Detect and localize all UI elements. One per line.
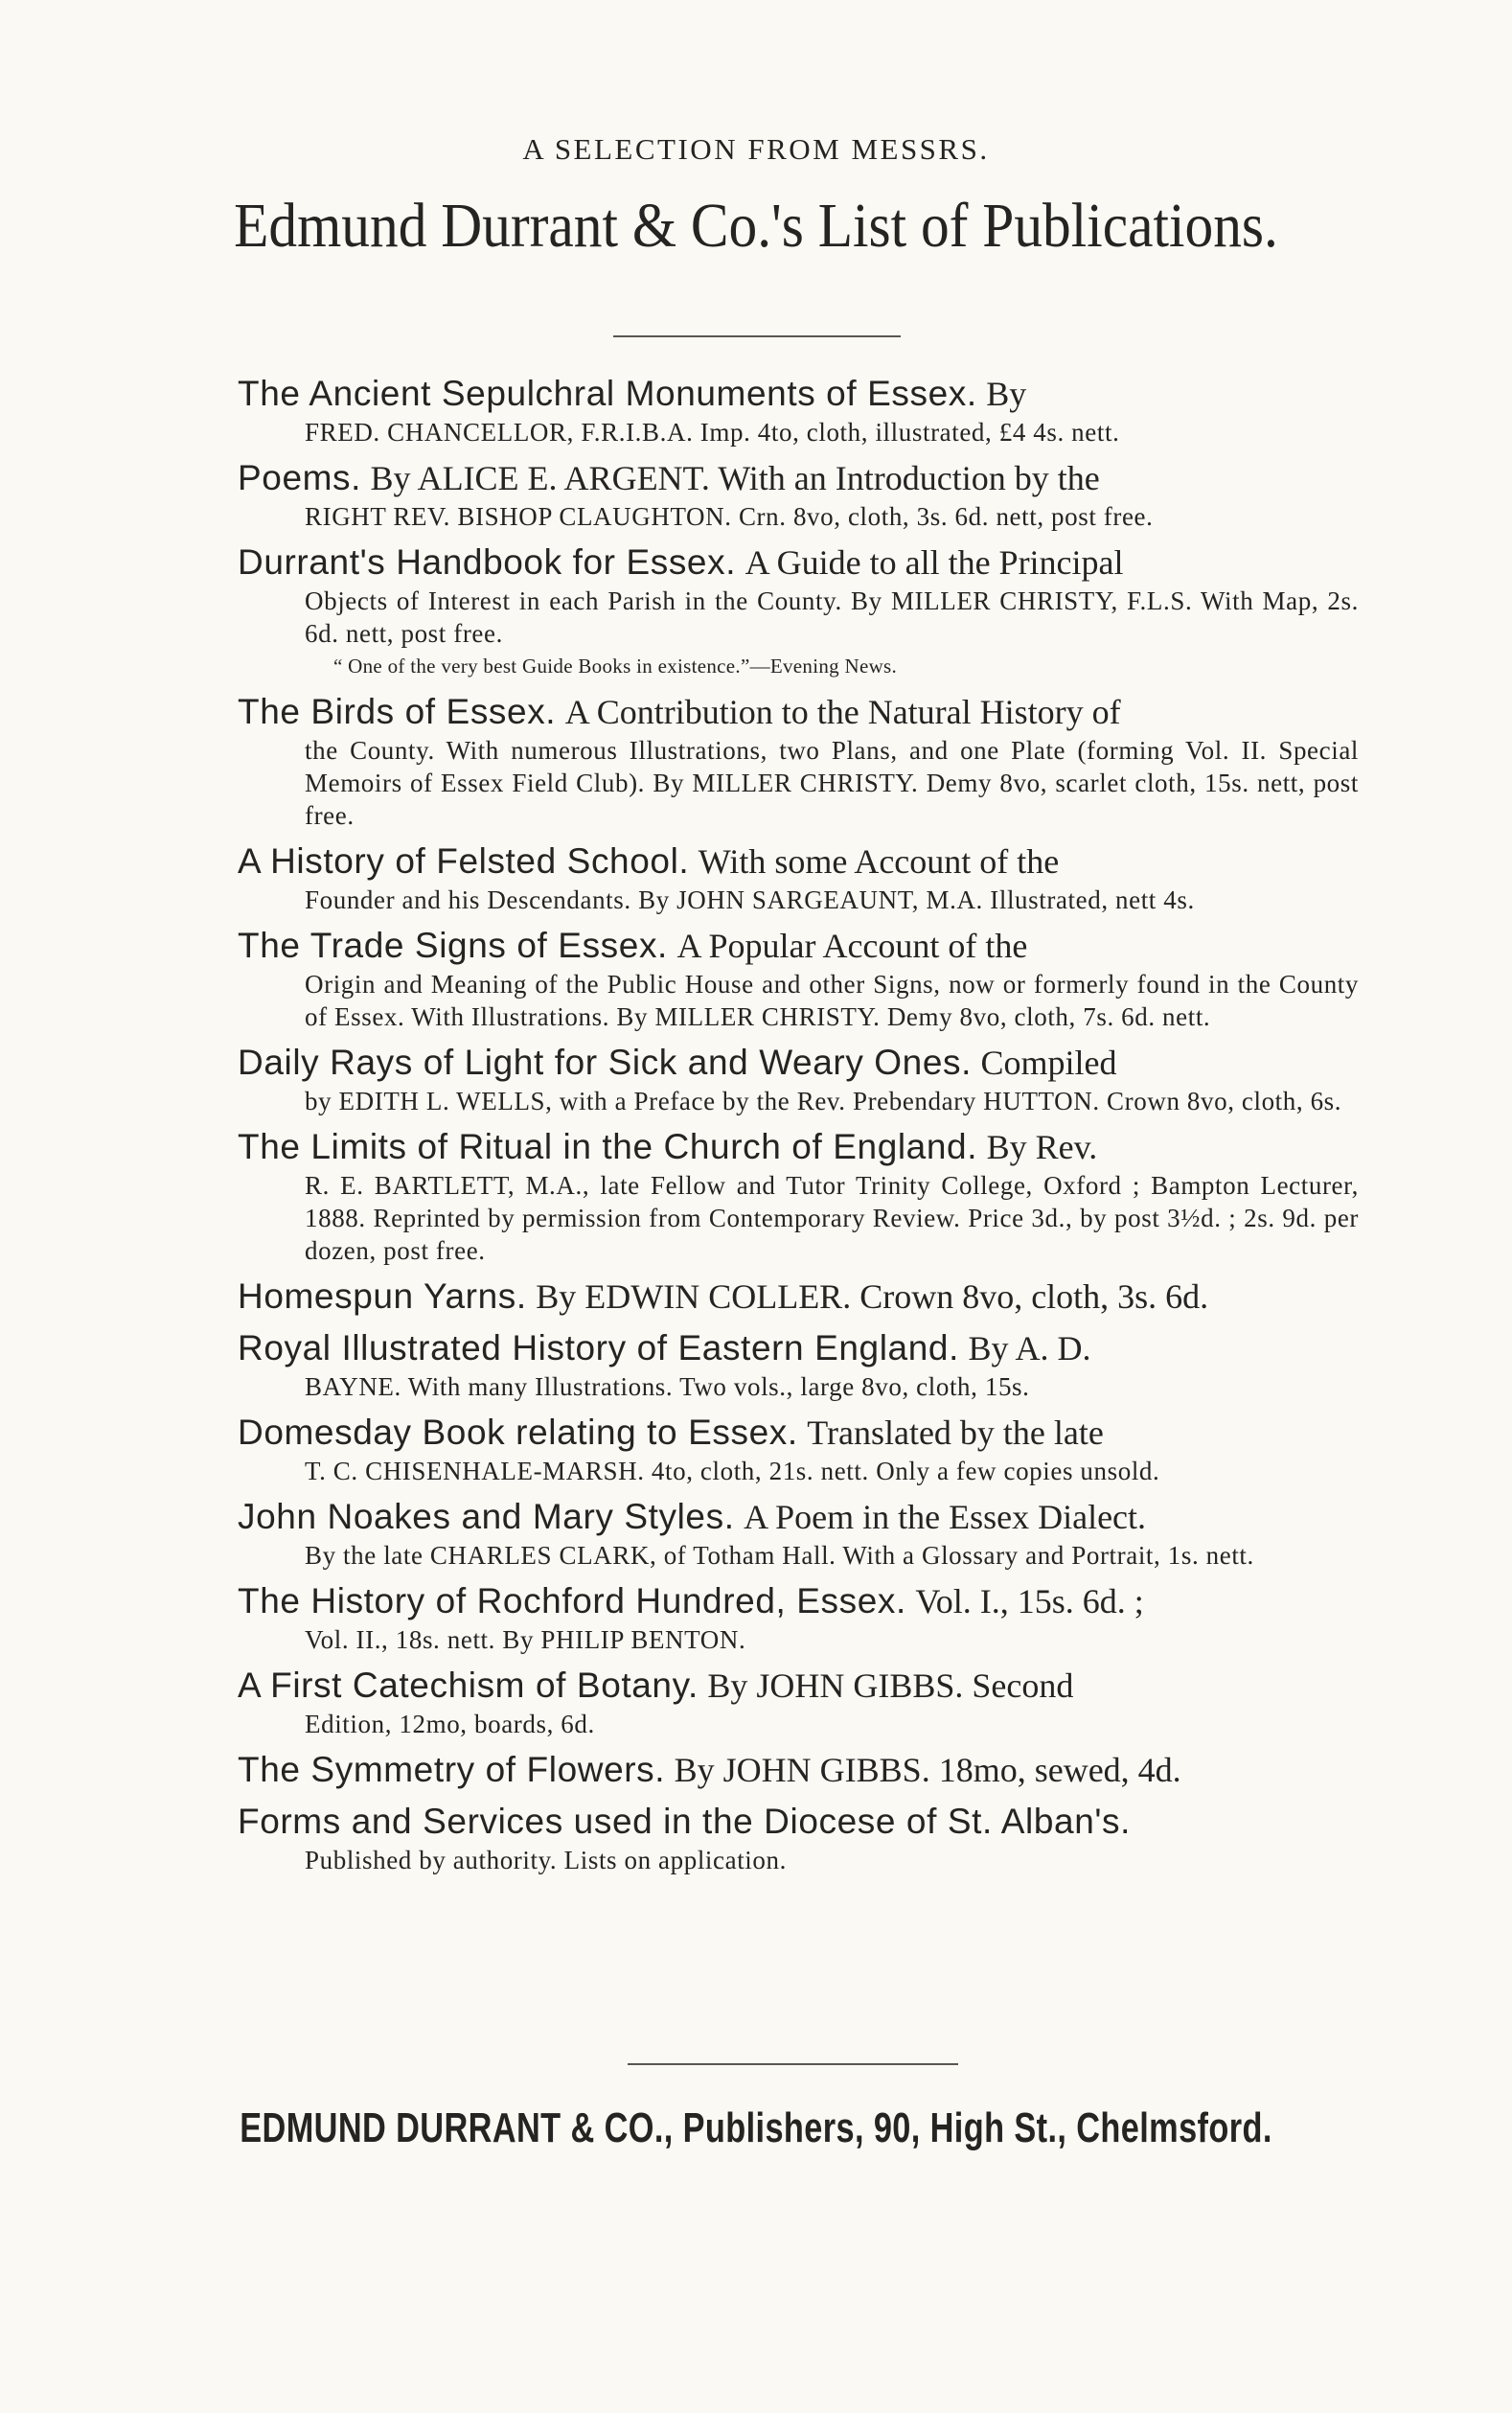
page-kicker: A SELECTION FROM MESSRS. xyxy=(522,132,990,166)
publication-entry xyxy=(238,540,1359,682)
publication-title: The Trade Signs of Essex. xyxy=(238,926,668,965)
publication-lead: A Poem in the Essex Dialect. xyxy=(744,1498,1147,1536)
publication-title: Homespun Yarns. xyxy=(238,1276,527,1316)
publication-details: the County. With numerous Illustrations, two Plans, and one Plate (forming Vol. II. Special Memoirs of Essex Field Club). By MILLER CHRISTY. Demy 8vo, scarlet cloth, 15s. nett, post free. xyxy=(305,736,1359,830)
publication-lead: A Guide to all the Principal xyxy=(745,543,1124,582)
publication-title: The Ancient Sepulchral Monuments of Essex. xyxy=(238,374,977,413)
publication-title: A History of Felsted School. xyxy=(238,841,690,881)
publication-entry xyxy=(238,1800,1359,1876)
publication-lead: Compiled xyxy=(980,1044,1117,1082)
entry-head xyxy=(238,1411,1359,1455)
entry-head xyxy=(238,690,1359,734)
entry-head xyxy=(238,1125,1359,1169)
publication-lead: With some Account of the xyxy=(698,842,1060,881)
entry-head xyxy=(238,1748,1359,1792)
publication-entry xyxy=(238,1275,1359,1319)
divider-bottom xyxy=(628,2063,958,2065)
publication-details: Edition, 12mo, boards, 6d. xyxy=(305,1710,595,1738)
publication-title: The Symmetry of Flowers. xyxy=(238,1750,666,1789)
entry-head xyxy=(238,839,1359,884)
publication-entry xyxy=(238,1579,1359,1656)
publication-entry xyxy=(238,1411,1359,1487)
press-quote: “ One of the very best Guide Books in existence.”—Evening News. xyxy=(333,655,898,678)
publication-entry xyxy=(238,839,1359,916)
publication-title: Domesday Book relating to Essex. xyxy=(238,1413,798,1452)
publication-entry xyxy=(238,1125,1359,1267)
publication-entry xyxy=(238,372,1359,448)
publication-title: Durrant's Handbook for Essex. xyxy=(238,542,737,582)
entry-head xyxy=(238,1275,1359,1319)
publication-lead: By JOHN GIBBS. 18mo, sewed, 4d. xyxy=(674,1751,1181,1789)
publication-title: Daily Rays of Light for Sick and Weary Ones. xyxy=(238,1043,973,1082)
publication-details: BAYNE. With many Illustrations. Two vols., large 8vo, cloth, 15s. xyxy=(305,1372,1030,1401)
publication-entry xyxy=(238,924,1359,1033)
publication-details: Founder and his Descendants. By JOHN SARGEAUNT, M.A. Illustrated, nett 4s. xyxy=(305,885,1195,914)
publication-lead: By ALICE E. ARGENT. With an Introduction by the xyxy=(370,459,1100,497)
publication-title: John Noakes and Mary Styles. xyxy=(238,1497,735,1536)
publication-title: Forms and Services used in the Diocese of St. Alban's. xyxy=(238,1802,1132,1841)
entry-head xyxy=(238,1800,1359,1844)
publication-entry xyxy=(238,1495,1359,1572)
publication-lead: By Rev. xyxy=(986,1128,1098,1166)
entry-head xyxy=(238,1664,1359,1708)
publication-details: Published by authority. Lists on application. xyxy=(305,1846,787,1874)
publication-details: by EDITH L. WELLS, with a Preface by the Rev. Prebendary HUTTON. Crown 8vo, cloth, 6s. xyxy=(305,1087,1342,1115)
divider-top xyxy=(613,335,901,337)
entry-head xyxy=(238,456,1359,500)
publication-details: Vol. II., 18s. nett. By PHILIP BENTON. xyxy=(305,1625,746,1654)
publication-entry xyxy=(238,1748,1359,1792)
publication-title: The Limits of Ritual in the Church of England. xyxy=(238,1127,978,1166)
publication-details: T. C. CHISENHALE-MARSH. 4to, cloth, 21s. nett. Only a few copies unsold. xyxy=(305,1457,1160,1485)
publication-lead: A Popular Account of the xyxy=(676,927,1028,965)
publication-entry xyxy=(238,456,1359,533)
publication-title: The History of Rochford Hundred, Essex. xyxy=(238,1581,906,1620)
publication-details: Objects of Interest in each Parish in the County. By MILLER CHRISTY, F.L.S. With Map, 2s. 6d. nett, post free. xyxy=(305,586,1359,648)
publication-details: Origin and Meaning of the Public House and other Signs, now or formerly found in the County of Essex. With Illustrations. By MILLER CHRISTY. Demy 8vo, cloth, 7s. 6d. nett. xyxy=(305,970,1359,1031)
publication-lead: By A. D. xyxy=(968,1329,1091,1367)
publication-title: Royal Illustrated History of Eastern England. xyxy=(238,1328,959,1367)
entry-head xyxy=(238,372,1359,416)
publication-lead: Vol. I., 15s. 6d. ; xyxy=(915,1582,1144,1620)
publication-entry xyxy=(238,1041,1359,1117)
entry-head xyxy=(238,924,1359,968)
publication-lead: By xyxy=(986,375,1027,413)
entry-head xyxy=(238,1326,1359,1370)
entry-head xyxy=(238,1041,1359,1085)
publication-lead: Translated by the late xyxy=(807,1413,1104,1452)
entry-head xyxy=(238,1495,1359,1539)
publication-title: Poems. xyxy=(238,458,362,497)
publication-title: A First Catechism of Botany. xyxy=(238,1666,699,1705)
publication-lead: A Contribution to the Natural History of xyxy=(564,693,1121,731)
publication-details: RIGHT REV. BISHOP CLAUGHTON. Crn. 8vo, cloth, 3s. 6d. nett, post free. xyxy=(305,502,1154,531)
publication-details: R. E. BARTLETT, M.A., late Fellow and Tutor Trinity College, Oxford ; Bampton Lecturer, 1888. Reprinted by permission from Contemporary Review. Price 3d., by post 3½d. ; 2s. 9d. per dozen, post free. xyxy=(305,1171,1359,1265)
entry-head xyxy=(238,540,1359,585)
publication-entry xyxy=(238,1326,1359,1403)
publication-entry xyxy=(238,690,1359,832)
publication-title: The Birds of Essex. xyxy=(238,692,557,731)
publication-entry xyxy=(238,1664,1359,1740)
publication-lead: By EDWIN COLLER. Crown 8vo, cloth, 3s. 6d. xyxy=(536,1277,1209,1316)
page-title: Edmund Durrant & Co.'s List of Publications. xyxy=(234,191,1278,261)
entry-head xyxy=(238,1579,1359,1623)
publisher-imprint: EDMUND DURRANT & CO., Publishers, 90, High St., Chelmsford. xyxy=(240,2104,1272,2151)
publication-list xyxy=(238,372,1359,1884)
publication-details: FRED. CHANCELLOR, F.R.I.B.A. Imp. 4to, cloth, illustrated, £4 4s. nett. xyxy=(305,418,1120,447)
publication-details: By the late CHARLES CLARK, of Totham Hall. With a Glossary and Portrait, 1s. nett. xyxy=(305,1541,1254,1570)
publication-lead: By JOHN GIBBS. Second xyxy=(707,1666,1074,1705)
